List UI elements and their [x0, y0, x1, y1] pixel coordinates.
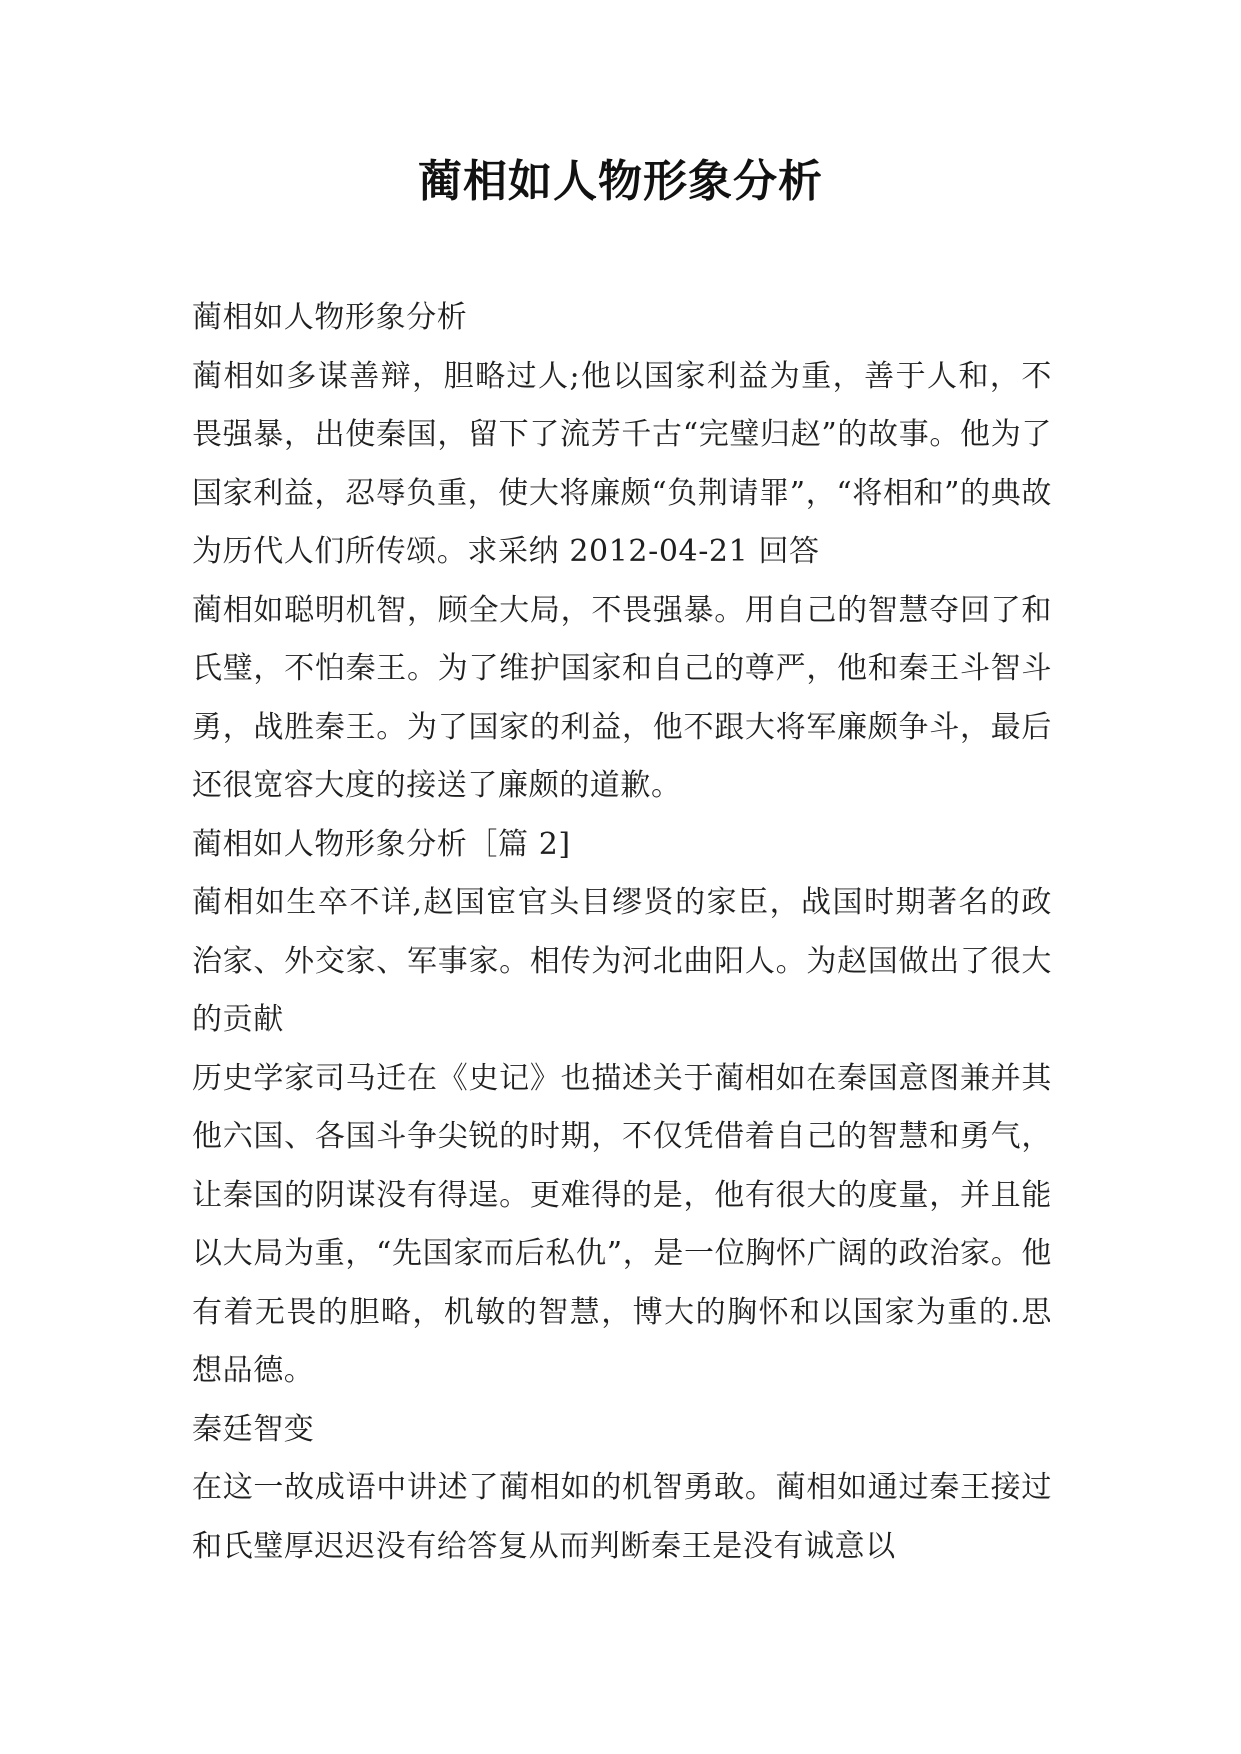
- paragraph: 历史学家司马迁在《史记》也描述关于蔺相如在秦国意图兼并其他六国、各国斗争尖锐的时期，不仅凭借着自己的智慧和勇气，让秦国的阴谋没有得逞。更难得的是，他有很大的度量，并且能以大局为重，“先国家而后私仇”，是一位胸怀广阔的政治家。他有着无畏的胆略，机敏的智慧，博大的胸怀和以国家为重的.思想品德。: [192, 1060, 1052, 1388]
- paragraph-subtitle: 蔺相如人物形象分析: [192, 300, 468, 335]
- section-heading: 蔺相如人物形象分析［篇 2]: [192, 826, 571, 862]
- paragraph: 蔺相如聪明机智，顾全大局，不畏强暴。用自己的智慧夺回了和氏璧，不怕秦王。为了维护国家和自己的尊严，他和秦王斗智斗勇，战胜秦王。为了国家的利益，他不跟大将军廉颇争斗，最后还很宽容大度的接送了廉颇的道歉。: [192, 592, 1052, 803]
- section-heading: 秦廷智变: [192, 1411, 315, 1447]
- paragraph: 蔺相如多谋善辩，胆略过人;他以国家利益为重，善于人和，不畏强暴，出使秦国，留下了流芳千古“完璧归赵”的故事。他为了国家利益，忍辱负重，使大将廉颇“负荆请罪”，“将相和”的典故为历代人们所传颂。求采纳 2012-04-21 回答: [192, 358, 1052, 569]
- document-title: 蔺相如人物形象分析: [418, 156, 823, 207]
- paragraph: 蔺相如生卒不详,赵国宦官头目缪贤的家臣，战国时期著名的政治家、外交家、军事家。相传为河北曲阳人。为赵国做出了很大的贡献: [192, 885, 1052, 1037]
- document-body: [192, 289, 1052, 1576]
- paragraph: 在这一故成语中讲述了蔺相如的机智勇敢。蔺相如通过秦王接过和氏璧厚迟迟没有给答复从而判断秦王是没有诚意以: [192, 1470, 1052, 1564]
